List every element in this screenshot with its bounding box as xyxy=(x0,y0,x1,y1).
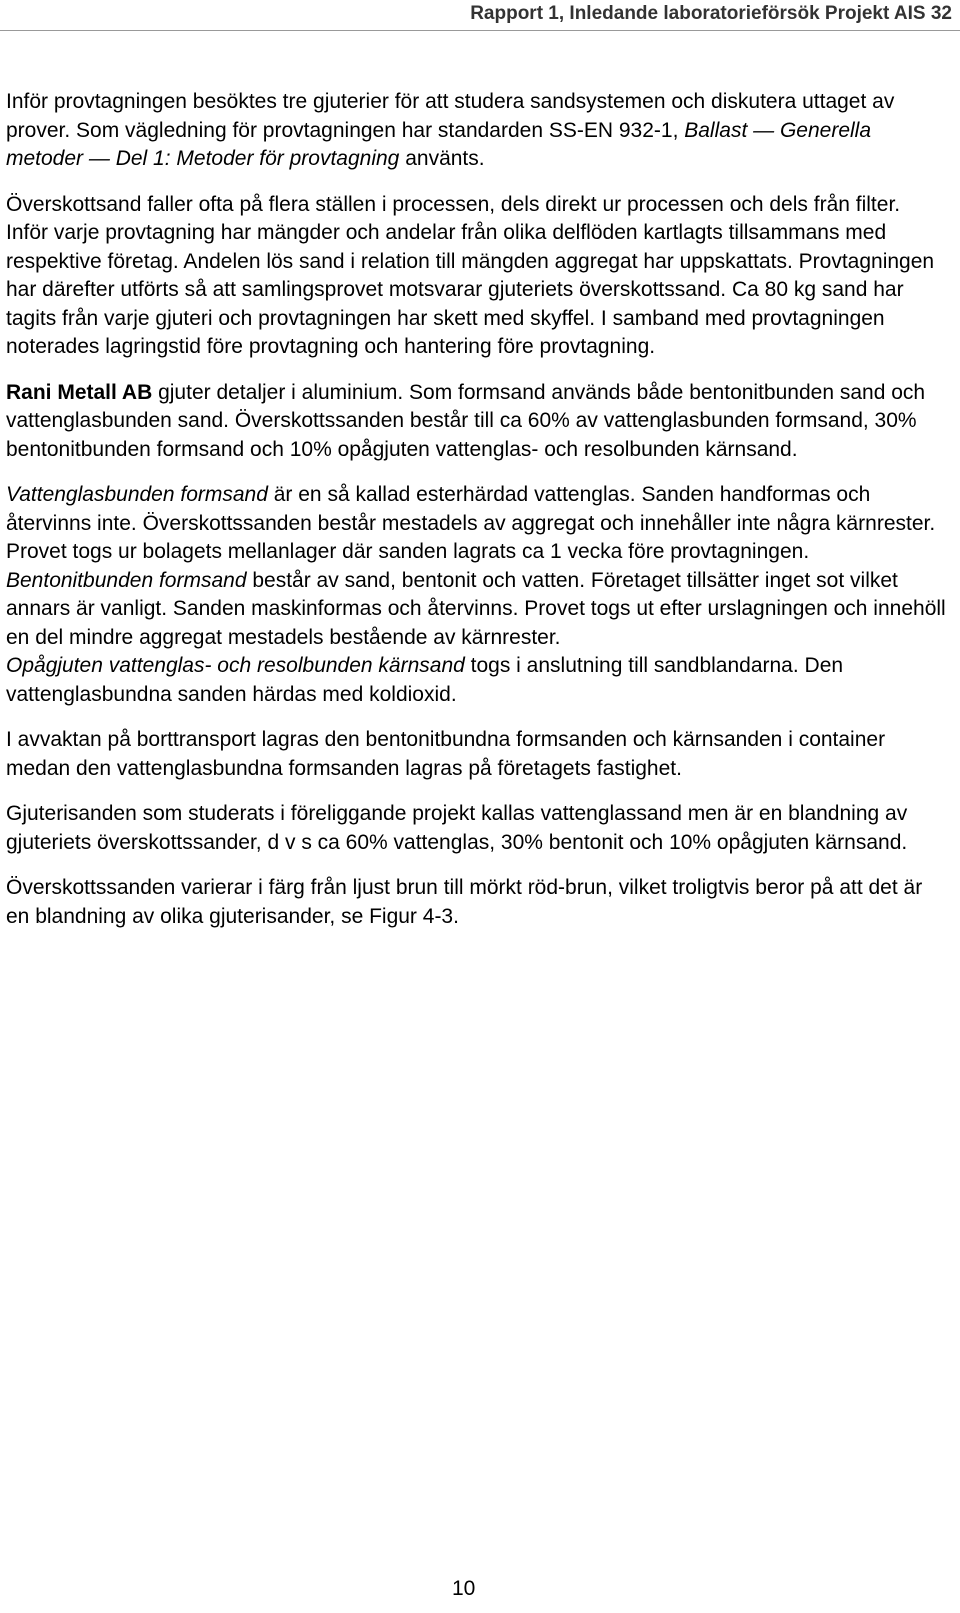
paragraph-rani-metall xyxy=(6,379,946,465)
paragraph-core-sand xyxy=(6,652,946,709)
paragraph-sampling-intro xyxy=(6,88,946,174)
paragraph-text: togs i anslutning till sandblandarna. Den vattenglasbundna sanden härdas med koldioxid. xyxy=(6,654,844,706)
sand-type-term: Vattenglasbunden formsand xyxy=(6,483,268,506)
company-name: Rani Metall AB xyxy=(6,380,153,404)
document-body xyxy=(6,88,946,948)
paragraph-storage: I avvaktan på borttransport lagras den bentonitbundna formsanden och kärnsanden i container medan den vattenglasbundna formsanden lagras på företagets fastighet. xyxy=(6,728,886,780)
standard-title: Ballast — Generella metoder — Del 1: Metoder för provtagning xyxy=(6,118,872,170)
paragraph-bentonite-sand xyxy=(6,567,946,653)
paragraph-text: består av sand, bentonit och vatten. Företaget tillsätter inget sot vilket annars är vanligt. Sanden maskinformas och återvinns. Provet togs ut efter urslagningen och innehöll en del mindre aggregat mestadels bestående av kärnrester. xyxy=(6,568,946,649)
paragraph-waterglass-sand xyxy=(6,481,946,567)
paragraph-sand-composition: Gjuterisanden som studerats i föreliggande projekt kallas vattenglassand men är en blandning av gjuteriets överskottssander, d v s ca 60% vattenglas, 30% bentonit och 10% opågjuten kärnsand. xyxy=(6,802,908,854)
running-header: Rapport 1, Inledande laboratorieförsök Projekt AIS 32 xyxy=(470,3,952,24)
paragraph-text: använts. xyxy=(399,147,485,170)
paragraph-text: Inför provtagningen besöktes tre gjuterier för att studera sandsystemen och diskutera uttaget av prover. Som vägledning för provtagningen har standarden SS-EN 932-1, xyxy=(6,90,895,142)
paragraph-sampling-method: Överskottsand faller ofta på flera ställen i processen, dels direkt ur processen och dels från filter. Inför varje provtagning har mängder och andelar från olika delflöden kartlagts tillsammans med respektive företag. Andelen lös sand i relation till mängden aggregat har uppskattats. Provtagningen har därefter utförts så att samlingsprovet motsvarar gjuteriets överskottssand. Ca 80 kg sand har tagits från varje gjuteri och provtagningen har skett med skyffel. I samband med provtagningen noterades lagringstid före provtagning och hantering före provtagning. xyxy=(6,192,935,358)
header-rule xyxy=(0,30,960,31)
paragraph-text: är en så kallad esterhärdad vattenglas. Sanden handformas och återvinns inte. Överskottssanden består mestadels av aggregat och innehåller inte några kärnrester. Provet togs ur bolagets mellanlager där sanden lagrats ca 1 vecka före provtagningen. xyxy=(6,483,936,563)
paragraph-sand-color: Överskottssanden varierar i färg från ljust brun till mörkt röd-brun, vilket troligtvis beror på att det är en blandning av olika gjuterisander, se Figur 4-3. xyxy=(6,876,923,928)
sand-type-term: Opågjuten vattenglas- och resolbunden kärnsand xyxy=(6,654,465,677)
page-number: 10 xyxy=(452,1577,476,1600)
paragraph-text: gjuter detaljer i aluminium. Som formsand används både bentonitbunden sand och vattenglasbunden sand. Överskottssanden består till ca 60% av vattenglasbunden formsand, 30% bentonitbunden formsand och 10% opågjuten vattenglas- och resolbunden kärnsand. xyxy=(6,380,926,461)
sand-type-term: Bentonitbunden formsand xyxy=(6,568,247,592)
